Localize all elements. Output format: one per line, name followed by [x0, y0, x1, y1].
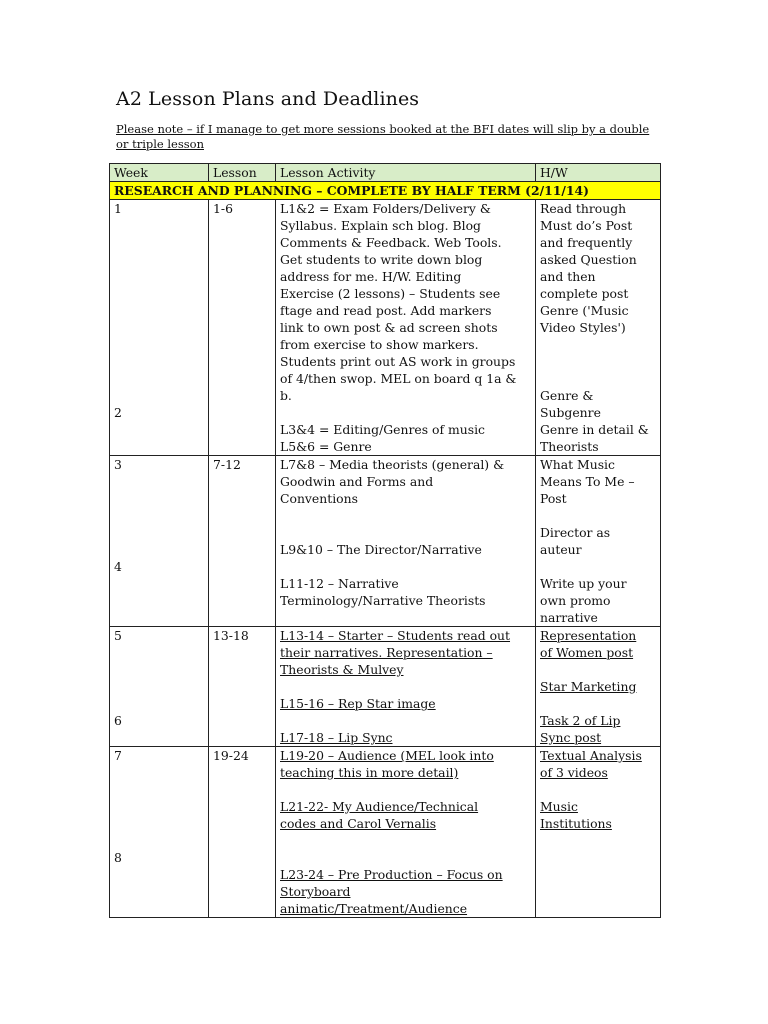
- header-lesson: Lesson: [209, 164, 276, 182]
- activity-text: L7&8 – Media theorists (general) &: [280, 457, 505, 472]
- table-header-row: [110, 164, 661, 182]
- homework-text: Video Styles'): [540, 320, 626, 335]
- homework-line: [540, 456, 656, 473]
- activity-line: [280, 490, 531, 507]
- week-label: [114, 370, 204, 387]
- homework-line: [540, 353, 656, 370]
- homework-line: [540, 387, 656, 404]
- homework-text: Director as: [540, 525, 611, 540]
- week-label: 7: [114, 748, 122, 763]
- homework-text: own promo: [540, 593, 611, 608]
- activity-line: [280, 456, 531, 473]
- homework-text: Write up your: [540, 576, 627, 591]
- activity-line: [280, 353, 531, 370]
- activity-line: [280, 832, 531, 849]
- homework-text: complete post: [540, 286, 629, 301]
- homework-text: Star Marketing: [540, 679, 637, 694]
- homework-text: Post: [540, 491, 567, 506]
- activity-text: Get students to write down blog: [280, 252, 483, 267]
- activity-text: Terminology/Narrative Theorists: [280, 593, 486, 608]
- activity-text: L11-12 – Narrative: [280, 576, 399, 591]
- activity-line: [280, 712, 531, 729]
- homework-text: and then: [540, 269, 596, 284]
- activity-line: [280, 524, 531, 541]
- homework-line: [540, 747, 656, 764]
- week-label: [114, 251, 204, 268]
- homework-text: What Music: [540, 457, 615, 472]
- activity-line: [280, 695, 531, 712]
- homework-line: [540, 234, 656, 251]
- activity-line: [280, 541, 531, 558]
- week-label: [114, 695, 204, 712]
- homework-line: [540, 592, 656, 609]
- week-label: [114, 319, 204, 336]
- homework-text: Music: [540, 799, 578, 814]
- activity-line: [280, 747, 531, 764]
- activity-line: [280, 336, 531, 353]
- homework-line: [540, 302, 656, 319]
- activity-line: [280, 815, 531, 832]
- week-label: [114, 524, 204, 541]
- week-label: 2: [114, 405, 122, 420]
- homework-line: [540, 815, 656, 832]
- homework-line: [540, 319, 656, 336]
- activity-text: b.: [280, 388, 292, 403]
- activity-cell: [276, 200, 536, 456]
- activity-cell: [276, 456, 536, 627]
- homework-text: Genre in detail &: [540, 422, 649, 437]
- week-label: 8: [114, 850, 122, 865]
- header-week: Week: [110, 164, 209, 182]
- activity-text: teaching this in more detail): [280, 765, 459, 780]
- activity-line: [280, 302, 531, 319]
- activity-text: ftage and read post. Add markers: [280, 303, 492, 318]
- homework-line: [540, 370, 656, 387]
- activity-line: [280, 592, 531, 609]
- week-label: 4: [114, 559, 122, 574]
- homework-line: [540, 798, 656, 815]
- activity-line: [280, 421, 531, 438]
- homework-text: of Women post: [540, 645, 634, 660]
- activity-line: [280, 473, 531, 490]
- page-title: A2 Lesson Plans and Deadlines: [116, 88, 420, 110]
- homework-text: Genre &: [540, 388, 594, 403]
- activity-line: [280, 729, 531, 746]
- activity-text: animatic/Treatment/Audience: [280, 901, 468, 916]
- homework-line: [540, 729, 656, 746]
- lesson-plan-table: [109, 163, 661, 918]
- activity-text: L13-14 – Starter – Students read out: [280, 628, 511, 643]
- homework-line: [540, 781, 656, 798]
- homework-cell: [536, 747, 661, 918]
- homework-text: narrative: [540, 610, 598, 625]
- homework-line: [540, 268, 656, 285]
- week-cell: [110, 747, 209, 918]
- activity-text: Storyboard: [280, 884, 351, 899]
- activity-text: L9&10 – The Director/Narrative: [280, 542, 482, 557]
- header-homework: H/W: [536, 164, 661, 182]
- section-row: [110, 182, 661, 200]
- week-label: [114, 764, 204, 781]
- activity-text: L19-20 – Audience (MEL look into: [280, 748, 494, 763]
- homework-line: [540, 678, 656, 695]
- activity-line: [280, 319, 531, 336]
- activity-text: from exercise to show markers.: [280, 337, 479, 352]
- homework-text: and frequently: [540, 235, 633, 250]
- lesson-cell: [209, 627, 276, 747]
- week-label: [114, 507, 204, 524]
- activity-text: L15-16 – Rep Star image: [280, 696, 436, 711]
- table-row: [110, 747, 661, 918]
- activity-text: Comments & Feedback. Web Tools.: [280, 235, 502, 250]
- week-label: [114, 832, 204, 849]
- activity-line: [280, 627, 531, 644]
- week-label: [114, 798, 204, 815]
- activity-line: [280, 764, 531, 781]
- homework-line: [540, 609, 656, 626]
- week-label: [114, 234, 204, 251]
- lesson-cell: [209, 747, 276, 918]
- activity-text: link to own post & ad screen shots: [280, 320, 498, 335]
- week-label: [114, 353, 204, 370]
- homework-line: [540, 661, 656, 678]
- activity-text: of 4/then swop. MEL on board q 1a &: [280, 371, 517, 386]
- activity-line: [280, 781, 531, 798]
- homework-text: Sync post: [540, 730, 602, 745]
- homework-line: [540, 507, 656, 524]
- week-label: [114, 217, 204, 234]
- homework-line: [540, 575, 656, 592]
- activity-line: [280, 883, 531, 900]
- activity-line: [280, 798, 531, 815]
- activity-text: their narratives. Representation –: [280, 645, 493, 660]
- week-label: [114, 490, 204, 507]
- week-label: [114, 781, 204, 798]
- activity-line: [280, 370, 531, 387]
- homework-line: [540, 541, 656, 558]
- activity-text: L17-18 – Lip Sync: [280, 730, 393, 745]
- activity-line: [280, 200, 531, 217]
- table-row: [110, 456, 661, 627]
- homework-text: auteur: [540, 542, 582, 557]
- activity-line: [280, 849, 531, 866]
- homework-line: [540, 644, 656, 661]
- activity-text: Exercise (2 lessons) – Students see: [280, 286, 501, 301]
- activity-line: [280, 644, 531, 661]
- week-cell: [110, 627, 209, 747]
- activity-text: Syllabus. Explain sch blog. Blog: [280, 218, 481, 233]
- week-label: [114, 302, 204, 319]
- homework-cell: [536, 627, 661, 747]
- activity-text: L5&6 = Genre: [280, 439, 372, 454]
- activity-line: [280, 558, 531, 575]
- week-label: [114, 541, 204, 558]
- lesson-range: 19-24: [213, 748, 249, 763]
- activity-line: [280, 438, 531, 455]
- table-row: [110, 200, 661, 456]
- activity-line: [280, 285, 531, 302]
- homework-line: [540, 217, 656, 234]
- week-label: [114, 336, 204, 353]
- homework-cell: [536, 456, 661, 627]
- activity-text: Conventions: [280, 491, 358, 506]
- homework-text: Theorists: [540, 439, 599, 454]
- homework-line: [540, 251, 656, 268]
- activity-line: [280, 900, 531, 917]
- activity-line: [280, 234, 531, 251]
- activity-line: [280, 404, 531, 421]
- note-text: Please note – if I manage to get more sessions booked at the BFI dates will slip by a double or triple lesson: [116, 122, 650, 151]
- homework-line: [540, 490, 656, 507]
- homework-line: [540, 336, 656, 353]
- week-label: [114, 387, 204, 404]
- activity-text: Students print out AS work in groups: [280, 354, 516, 369]
- activity-cell: [276, 627, 536, 747]
- section-title: RESEARCH AND PLANNING – COMPLETE BY HALF TERM (2/11/14): [110, 182, 661, 200]
- activity-cell: [276, 747, 536, 918]
- activity-text: address for me. H/W. Editing: [280, 269, 462, 284]
- lesson-range: 13-18: [213, 628, 249, 643]
- activity-text: Goodwin and Forms and: [280, 474, 434, 489]
- week-label: 3: [114, 457, 122, 472]
- homework-line: [540, 764, 656, 781]
- week-label: 1: [114, 201, 122, 216]
- table-row: [110, 627, 661, 747]
- homework-text: Genre ('Music: [540, 303, 629, 318]
- activity-line: [280, 507, 531, 524]
- activity-line: [280, 251, 531, 268]
- week-label: [114, 644, 204, 661]
- homework-line: [540, 285, 656, 302]
- lesson-cell: [209, 456, 276, 627]
- activity-text: L21-22- My Audience/Technical: [280, 799, 479, 814]
- homework-line: [540, 695, 656, 712]
- homework-line: [540, 558, 656, 575]
- homework-text: of 3 videos: [540, 765, 608, 780]
- week-label: [114, 473, 204, 490]
- homework-text: asked Question: [540, 252, 637, 267]
- homework-text: Subgenre: [540, 405, 601, 420]
- homework-text: Textual Analysis: [540, 748, 642, 763]
- homework-text: Task 2 of Lip: [540, 713, 621, 728]
- activity-line: [280, 661, 531, 678]
- homework-line: [540, 473, 656, 490]
- activity-line: [280, 387, 531, 404]
- activity-text: codes and Carol Vernalis: [280, 816, 437, 831]
- homework-text: Representation: [540, 628, 637, 643]
- week-cell: [110, 456, 209, 627]
- week-label: [114, 285, 204, 302]
- activity-line: [280, 866, 531, 883]
- week-label: 6: [114, 713, 122, 728]
- homework-text: Read through: [540, 201, 627, 216]
- homework-text: Must do’s Post: [540, 218, 633, 233]
- activity-line: [280, 678, 531, 695]
- homework-line: [540, 404, 656, 421]
- homework-line: [540, 421, 656, 438]
- homework-line: [540, 712, 656, 729]
- activity-line: [280, 268, 531, 285]
- homework-line: [540, 438, 656, 455]
- week-label: [114, 661, 204, 678]
- week-label: 5: [114, 628, 122, 643]
- header-lesson-activity: Lesson Activity: [276, 164, 536, 182]
- homework-cell: [536, 200, 661, 456]
- activity-line: [280, 575, 531, 592]
- homework-line: [540, 524, 656, 541]
- week-cell: [110, 200, 209, 456]
- homework-line: [540, 627, 656, 644]
- activity-line: [280, 217, 531, 234]
- week-label: [114, 678, 204, 695]
- lesson-cell: [209, 200, 276, 456]
- activity-text: Theorists & Mulvey: [280, 662, 404, 677]
- week-label: [114, 815, 204, 832]
- lesson-range: 7-12: [213, 457, 241, 472]
- activity-text: L1&2 = Exam Folders/Delivery &: [280, 201, 491, 216]
- week-label: [114, 268, 204, 285]
- activity-text: L23-24 – Pre Production – Focus on: [280, 867, 503, 882]
- activity-text: L3&4 = Editing/Genres of music: [280, 422, 485, 437]
- homework-text: Means To Me –: [540, 474, 635, 489]
- homework-line: [540, 200, 656, 217]
- lesson-range: 1-6: [213, 201, 233, 216]
- homework-text: Institutions: [540, 816, 612, 831]
